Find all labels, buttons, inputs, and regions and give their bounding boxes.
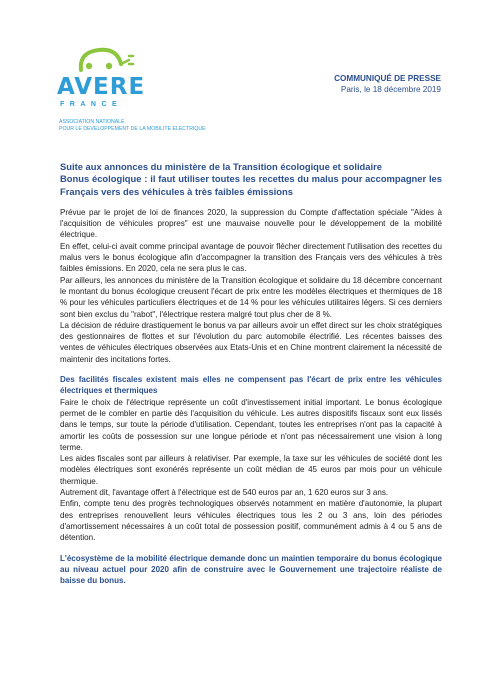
dateline: Paris, le 18 décembre 2019 bbox=[340, 85, 441, 94]
association-line-2: POUR LE DEVELOPPEMENT DE LA MOBILITE ELECTRIQUE bbox=[59, 126, 206, 132]
paragraph-1: Prévue par le projet de loi de finances 2020, la suppression du Compte d'affectation spéciale "Aides à l'acquisition de véhicules propres" est une mauvaise nouvelle pour le développement de la mobilité électrique. bbox=[60, 207, 442, 240]
avere-logo bbox=[59, 42, 141, 76]
paragraph-5: Faire le choix de l'électrique représente un coût d'investissement initial important. Le bonus écologique permet de le combler en partie dès l'acquisition du véhicule. Les autres dispositifs fiscaux sont eux lissés dans le temps, sur toute la période d'utilisation. Cependant, toutes les entreprises n'ont pas la capacité à amortir les coûts de possession sur une longue période et n'ont pas nécessairement une vision à long terme. bbox=[60, 397, 442, 452]
association-line-1: ASSOCIATION NATIONALE bbox=[59, 119, 125, 125]
press-release-label: COMMUNIQUÉ DE PRESSE bbox=[334, 74, 441, 83]
association-tagline bbox=[59, 119, 259, 133]
title-line-2: Bonus écologique : il faut utiliser toutes les recettes du malus pour accompagner les Français vers des véhicules à très faibles émissions bbox=[60, 173, 442, 197]
logo-wordmark: AVERE bbox=[57, 74, 146, 100]
paragraph-3: Par ailleurs, les annonces du ministère de la Transition écologique et solidaire du 18 décembre concernant le montant du bonus écologique creusent l'écart de prix entre les modèles électriques et thermiques de 18 % pour les véhicules particuliers électriques et de 14 % pour les véhicules utilitaires légers. Si ces derniers sont bien exclus du "rabot", l'électrique restera malgré tout plus cher de 8 %. bbox=[60, 275, 442, 319]
paragraph-7: Autrement dit, l'avantage offert à l'électrique est de 540 euros par an, 1 620 euros sur 3 ans. bbox=[60, 488, 389, 498]
paragraph-6: Les aides fiscales sont par ailleurs à relativiser. Par exemple, la taxe sur les véhicules de société dont les modèles électriques sont exonérés représente un coût médian de 45 euros par mois pour un véhicule thermique. bbox=[60, 454, 442, 486]
press-header bbox=[334, 73, 441, 95]
plug-car-icon bbox=[59, 42, 141, 76]
paragraph-4: La décision de réduire drastiquement le bonus va par ailleurs avoir un effet direct sur les choix stratégiques des gestionnaires de flottes et sur l'évolution du parc automobile électrifié. Les récentes baisses des ventes de véhicules électriques observées aux Etats-Unis et en Chine montrent clairement la nécessité de maintenir des incitations fortes. bbox=[60, 320, 442, 364]
document-body bbox=[60, 161, 442, 586]
document-title bbox=[60, 161, 442, 198]
closing-statement: L'écosystème de la mobilité électrique demande donc un maintien temporaire du bonus écologique au niveau actuel pour 2020 afin de construire avec le Gouvernement une trajectoire réaliste de baisse du bonus. bbox=[60, 553, 442, 586]
section-heading: Des facilités fiscales existent mais elles ne compensent pas l'écart de prix entre les véhicules électriques et thermiques bbox=[60, 375, 442, 396]
logo-subword: FRANCE bbox=[60, 101, 123, 108]
paragraph-2: En effet, celui-ci avait comme principal avantage de pouvoir flécher directement l'utilisation des recettes du malus vers le bonus écologique afin d'accompagner la transition des Français vers des véhicules à très faibles émissions. En 2020, cela ne sera plus le cas. bbox=[60, 241, 442, 274]
paragraph-8: Enfin, compte tenu des progrès technologiques observés notamment en matière d'autonomie, la plupart des entreprises renouvellent leurs véhicules électriques tous les 2 ou 3 ans, loin des périodes d'amortissement nécessaires à un coût total de possession positif, communément admis à 4 ou 5 ans de détention. bbox=[60, 499, 442, 543]
title-line-1: Suite aux annonces du ministère de la Transition écologique et solidaire bbox=[60, 161, 382, 172]
